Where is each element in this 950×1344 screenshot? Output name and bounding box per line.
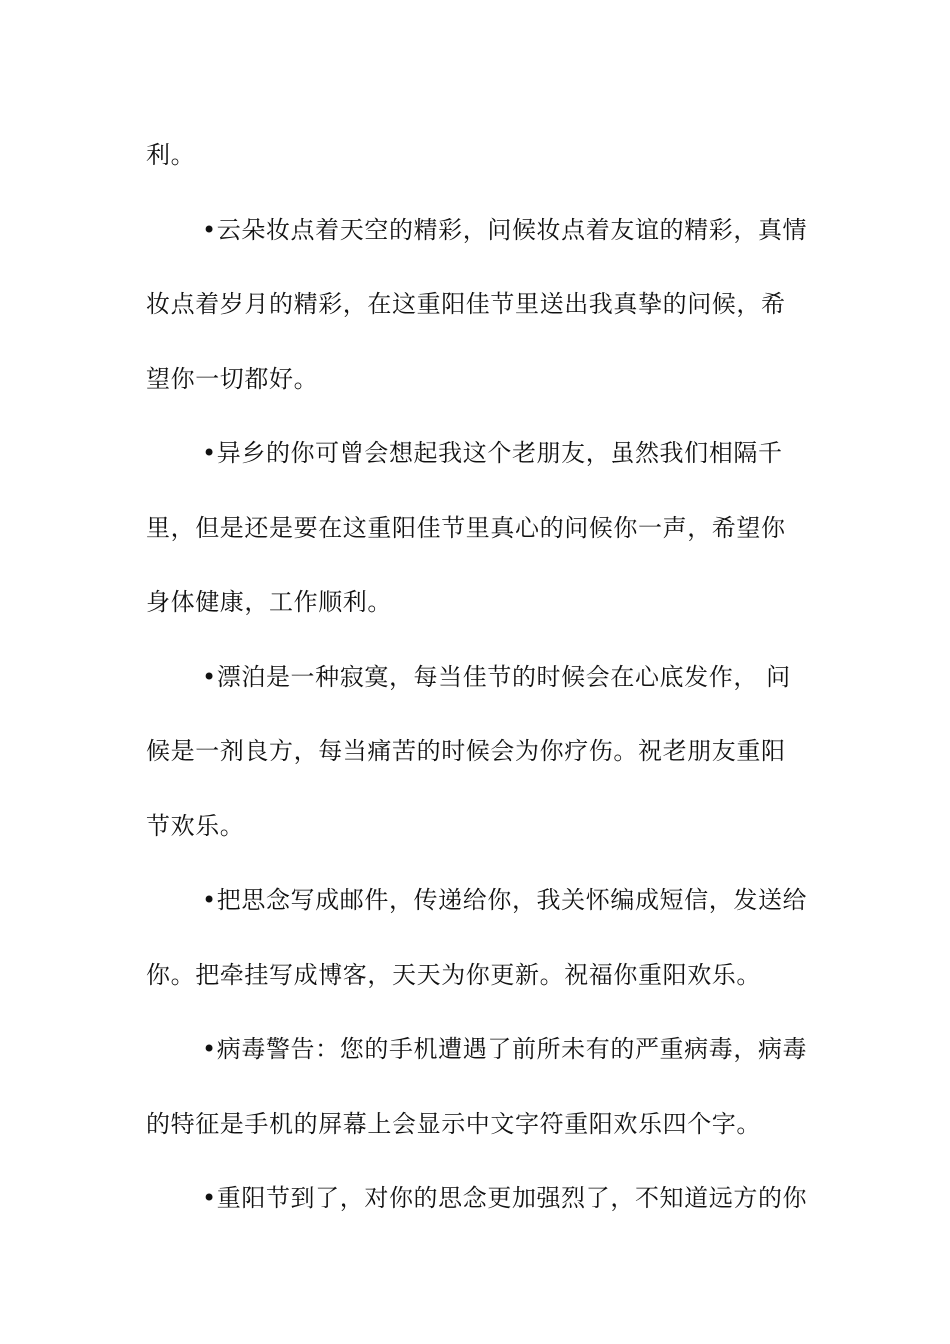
paragraph-greeting-email: •把思念写成邮件，传递给你，我关怀编成短信，发送给你。把牵挂写成博客，天天为你更新。祝福你重阳欢乐。: [146, 886, 808, 989]
paragraph-greeting-missing-you: •重阳节到了，对你的思念更加强烈了，不知道远方的你: [202, 1184, 808, 1212]
paragraph-greeting-virus: •病毒警告：您的手机遭遇了前所未有的严重病毒，病毒的特征是手机的屏幕上会显示中文字符重阳欢乐四个字。: [146, 1035, 808, 1138]
paragraph-continuation: 利。: [146, 141, 196, 169]
paragraph-greeting-old-friend: •异乡的你可曾会想起我这个老朋友，虽然我们相隔千里，但是还是要在这重阳佳节里真心的问候你一声，希望你身体健康，工作顺利。: [146, 439, 786, 616]
document-body: [146, 118, 810, 1236]
paragraph-greeting-clouds: •云朵妆点着天空的精彩，问候妆点着友谊的精彩，真情妆点着岁月的精彩，在这重阳佳节里送出我真挚的问候，希望你一切都好。: [146, 215, 808, 393]
paragraph-greeting-wandering: •漂泊是一种寂寞，每当佳节的时候会在心底发作， 问候是一剂良方，每当痛苦的时候会为你疗伤。祝老朋友重阳节欢乐。: [146, 662, 791, 840]
